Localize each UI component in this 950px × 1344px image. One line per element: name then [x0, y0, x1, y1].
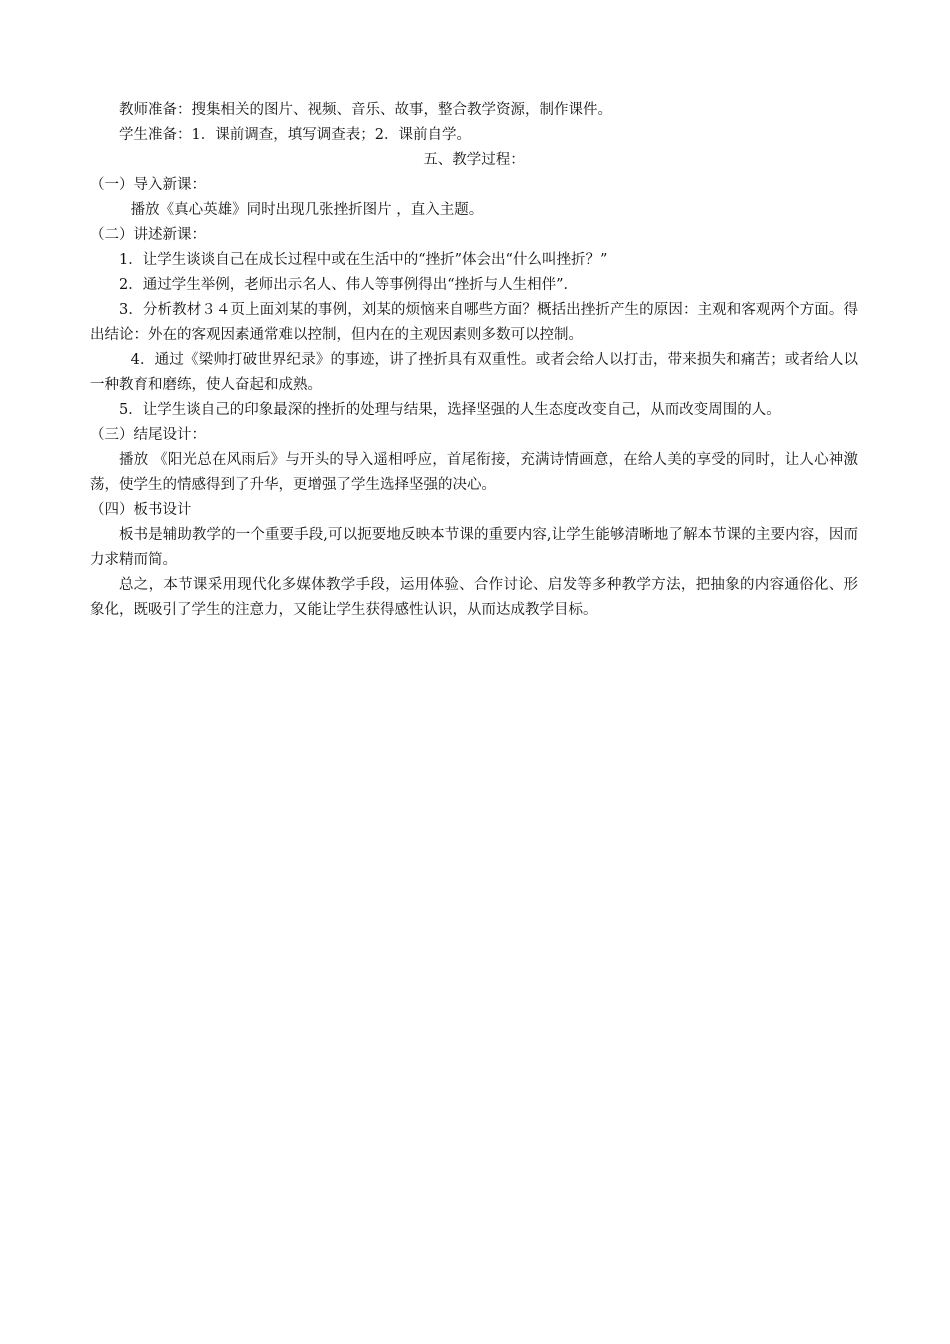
part2-item-2: 2．通过学生举例，老师出示名人、伟人等事例得出“挫折与人生相伴”．	[119, 277, 579, 293]
part3-paragraph: 播放 《阳光总在风雨后》与开头的导入遥相呼应，首尾衔接，充满诗情画意，在给人美的享受的同时，让人心神激荡，使学生的情感得到了升华，更增强了学生选择坚强的决心。	[90, 452, 858, 493]
part1-heading: （一）导入新课：	[90, 177, 206, 193]
part2-heading: （二）讲述新课：	[90, 227, 206, 243]
part2-item-4: 4．通过《梁帅打破世界纪录》的事迹，讲了挫折具有双重性。或者会给人以打击，带来损失和痛苦；或者给人以一种教育和磨练，使人奋起和成熟。	[90, 352, 858, 393]
part2-item-5: 5．让学生谈自己的印象最深的挫折的处理与结果，选择坚强的人生态度改变自己，从而改变周围的人。	[119, 402, 781, 418]
section-title: 五、教学过程：	[423, 152, 525, 168]
student-prep-paragraph: 学生准备：1．课前调查，填写调查表；2．课前自学。	[119, 127, 471, 143]
part4-heading: （四）板书设计	[90, 502, 192, 518]
part2-item-1: 1．让学生谈谈自己在成长过程中或在生活中的“挫折”体会出“什么叫挫折？”	[119, 252, 608, 268]
part2-item-3: 3．分析教材３４页上面刘某的事例，刘某的烦恼来自哪些方面？概括出挫折产生的原因：主观和客观两个方面。得出结论：外在的客观因素通常难以控制，但内在的主观因素则多数可以控制。	[90, 302, 858, 343]
document-page	[90, 98, 858, 623]
teacher-prep-paragraph: 教师准备：搜集相关的图片、视频、音乐、故事，整合教学资源，制作课件。	[119, 102, 612, 118]
summary-paragraph: 总之，本节课采用现代化多媒体教学手段，运用体验、合作讨论、启发等多种教学方法，把抽象的内容通俗化、形象化，既吸引了学生的注意力，又能让学生获得感性认识，从而达成教学目标。	[90, 577, 858, 618]
part3-heading: （三）结尾设计：	[90, 427, 206, 443]
part4-paragraph: 板书是辅助教学的一个重要手段,可以扼要地反映本节课的重要内容,让学生能够清晰地了解本节课的主要内容，因而力求精而简。	[90, 527, 858, 568]
part1-paragraph: 播放《真心英雄》同时出现几张挫折图片 ，直入主题。	[130, 202, 484, 218]
